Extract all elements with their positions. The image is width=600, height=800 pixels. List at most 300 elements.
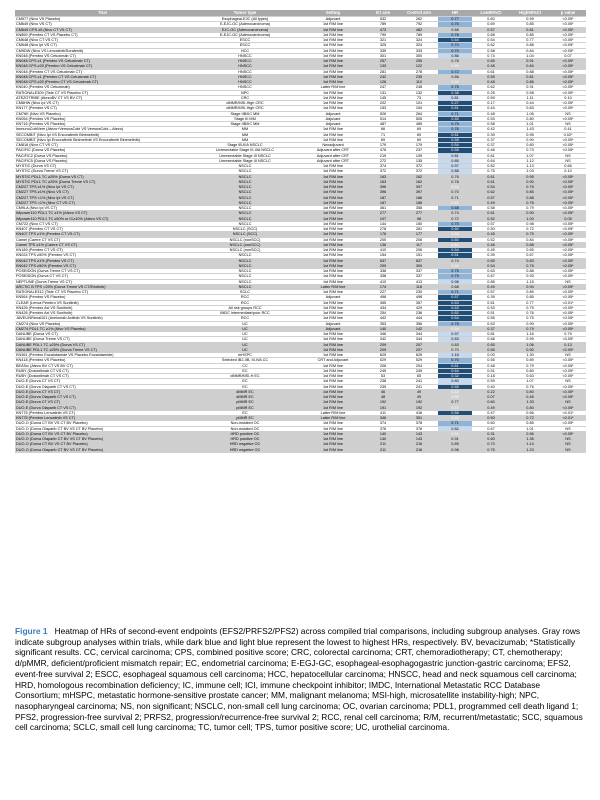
cell-tumor-type: RCC xyxy=(190,295,300,300)
cell-low95ci: 0.67 xyxy=(472,274,510,279)
cell-tumor-type: HRD positive OC xyxy=(190,437,300,442)
cell-ici-arm: 277 xyxy=(366,211,400,216)
cell-hr: 0.75 xyxy=(438,321,472,326)
cell-hr: 0.64 xyxy=(438,64,472,69)
cell-trial: DUO-E (Durva Olaparib CT VS CT) xyxy=(15,395,190,400)
cell-ici-arm: 140 xyxy=(366,326,400,331)
cell-tumor-type: HNSCC xyxy=(190,74,300,79)
cell-trial: POSEIDON (Durva CT VS CT) xyxy=(15,274,190,279)
cell-high95ci: 0.65 xyxy=(510,248,550,253)
cell-ici-arm: 238 xyxy=(366,379,400,384)
cell-ici-arm: 154 xyxy=(366,253,400,258)
cell-trial: KN716 (Pembro VS Placebo) xyxy=(15,122,190,127)
cell-hr: 0.76 xyxy=(438,174,472,179)
cell-high95ci: 0.88 xyxy=(510,242,550,247)
cell-ici-arm: 163 xyxy=(366,179,400,184)
cell-ici-arm: 353 xyxy=(366,321,400,326)
cell-tumor-type: HCC xyxy=(190,48,300,53)
cell-low95ci: 0.62 xyxy=(472,190,510,195)
cell-control-arm: 324 xyxy=(400,38,438,43)
cell-trial: KN426 (Pembro Axi VS Sunitinib) xyxy=(15,311,190,316)
cell-setting: 1st R/M line xyxy=(300,174,366,179)
cell-setting: 1st R/M line xyxy=(300,106,366,111)
cell-setting: CRT and Adjuvant xyxy=(300,358,366,363)
cell-control-arm: 179 xyxy=(400,143,438,148)
cell-high95ci: 1.04 xyxy=(510,53,550,58)
cell-high95ci: 0.79 xyxy=(510,326,550,331)
cell-ici-arm: 625 xyxy=(366,353,400,358)
cell-ici-arm: 179 xyxy=(366,143,400,148)
cell-p-value: <0.05* xyxy=(550,274,586,279)
cell-hr: 0.68 xyxy=(438,284,472,289)
cell-hr: 0.64 xyxy=(438,242,472,247)
cell-high95ci: 1.16 xyxy=(510,332,550,337)
cell-tumor-type: HNSCC xyxy=(190,80,300,85)
cell-ici-arm: 140 xyxy=(366,437,400,442)
cell-p-value: NS xyxy=(550,158,586,163)
cell-p-value: NS xyxy=(550,400,586,405)
cell-ici-arm: 338 xyxy=(366,269,400,274)
cell-p-value: NS xyxy=(550,437,586,442)
cell-hr: 0.71 xyxy=(438,195,472,200)
cell-setting: Adjuvant xyxy=(300,17,366,22)
cell-setting: 1st R/M line xyxy=(300,258,366,263)
cell-tumor-type: NSCLC xyxy=(190,216,300,221)
cell-setting: 1st R/M line xyxy=(300,190,366,195)
cell-hr: 0.76 xyxy=(438,127,472,132)
cell-control-arm: 281 xyxy=(400,227,438,232)
cell-setting: 1st R/M line xyxy=(300,232,366,237)
cell-control-arm: 397 xyxy=(400,185,438,190)
cell-low95ci: 0.47 xyxy=(472,410,510,415)
cell-tumor-type: NSCLC xyxy=(190,200,300,205)
cell-low95ci: 0.51 xyxy=(472,300,510,305)
cell-p-value: <0.05* xyxy=(550,221,586,226)
cell-ici-arm: 299 xyxy=(366,263,400,268)
cell-setting: 1st R/M line xyxy=(300,337,366,342)
cell-high95ci: 1.03 xyxy=(510,169,550,174)
cell-tumor-type: Selected IB2-IIB, III-IVA CC xyxy=(190,358,300,363)
cell-hr: 0.70 xyxy=(438,190,472,195)
cell-control-arm: 204 xyxy=(400,363,438,368)
cell-ici-arm: 272 xyxy=(366,158,400,163)
cell-setting: Adjuvant xyxy=(300,111,366,116)
cell-low95ci: 0.46 xyxy=(472,148,510,153)
cell-hr: 0.85 xyxy=(438,158,472,163)
cell-high95ci: 0.77 xyxy=(510,300,550,305)
cell-ici-arm: 219 xyxy=(366,153,400,158)
cell-high95ci: 0.91 xyxy=(510,85,550,90)
cell-ici-arm: 242 xyxy=(366,74,400,79)
cell-low95ci: 0.51 xyxy=(472,368,510,373)
cell-ici-arm: 247 xyxy=(366,85,400,90)
cell-setting: 1st R/M line xyxy=(300,206,366,211)
cell-control-arm: 444 xyxy=(400,316,438,321)
cell-high95ci: 0.76 xyxy=(510,200,550,205)
cell-trial: CM648 (Nivo CT VS CT) xyxy=(15,38,190,43)
cell-trial: KN048 CPS ≥20 (Pembro CT VS Cetuximab CT) xyxy=(15,80,190,85)
cell-setting: Adjuvant xyxy=(300,295,366,300)
cell-low95ci: 0.75 xyxy=(472,169,510,174)
cell-low95ci: 0.74 xyxy=(472,53,510,58)
cell-control-arm: 792 xyxy=(400,22,438,27)
cell-tumor-type: NSCLC (nonSCC) xyxy=(190,237,300,242)
cell-p-value: <0.05* xyxy=(550,43,586,48)
cell-low95ci: 0.49 xyxy=(472,405,510,410)
cell-control-arm: 98 xyxy=(400,216,438,221)
cell-trial: DUO-O (Durva CT BV VS CT BV Placebo) xyxy=(15,431,190,436)
cell-trial: CM816 (Nivo CT VS CT) xyxy=(15,143,190,148)
cell-tumor-type: HNSCC xyxy=(190,64,300,69)
cell-setting: 1st R/M line xyxy=(300,374,366,379)
cell-control-arm: 337 xyxy=(400,274,438,279)
cell-control-arm: 358 xyxy=(400,206,438,211)
cell-control-arm: 101 xyxy=(400,101,438,106)
cell-trial: CM274 PDL1 TC ≥1% (Nivo VS Placebo) xyxy=(15,326,190,331)
cell-p-value: <0.05* xyxy=(550,389,586,394)
cell-setting: 1st R/M line xyxy=(300,195,366,200)
cell-tumor-type: IMDC intermediate/poor RCC xyxy=(190,311,300,316)
cell-high95ci: 0.75 xyxy=(510,316,550,321)
cell-hr: 0.60 xyxy=(438,227,472,232)
cell-hr: 0.81 xyxy=(438,153,472,158)
cell-trial: KN048 CPS ≥20 (Pembro VS Cetuximab CT) xyxy=(15,64,190,69)
cell-high95ci: 0.90 xyxy=(510,137,550,142)
cell-tumor-type: NSCLC xyxy=(190,274,300,279)
cell-low95ci: 0.69 xyxy=(472,22,510,27)
cell-control-arm: 69 xyxy=(400,127,438,132)
cell-tumor-type: CC xyxy=(190,363,300,368)
cell-high95ci: 0.89 xyxy=(510,290,550,295)
cell-p-value: 0.05 xyxy=(550,216,586,221)
cell-hr: 0.77 xyxy=(438,17,472,22)
cell-tumor-type: CRC xyxy=(190,95,300,100)
cell-hr: 0.83 xyxy=(438,337,472,342)
cell-high95ci: 0.76 xyxy=(510,384,550,389)
cell-p-value: <0.01* xyxy=(550,416,586,421)
cell-high95ci: 0.85 xyxy=(510,295,550,300)
cell-control-arm: 372 xyxy=(400,164,438,169)
cell-high95ci: 0.73 xyxy=(510,148,550,153)
cell-high95ci: 1.06 xyxy=(510,111,550,116)
cell-tumor-type: NSCLC (SCC) xyxy=(190,232,300,237)
cell-setting: 1st R/M line xyxy=(300,200,366,205)
cell-low95ci: 0.65 xyxy=(472,342,510,347)
cell-low95ci: 0.37 xyxy=(472,137,510,142)
cell-p-value: <0.05* xyxy=(550,85,586,90)
cell-ici-arm: 372 xyxy=(366,169,400,174)
cell-ici-arm: 529 xyxy=(366,358,400,363)
cell-tumor-type: EC xyxy=(190,368,300,373)
cell-low95ci: 0.54 xyxy=(472,185,510,190)
cell-high95ci: 0.72 xyxy=(510,227,550,232)
cell-trial: KN407 (Pembro CT VS CT) xyxy=(15,227,190,232)
cell-high95ci: 0.80 xyxy=(510,405,550,410)
cell-ici-arm: 48 xyxy=(366,395,400,400)
cell-hr: 0.76 xyxy=(438,179,472,184)
cell-tumor-type: dMMR EC xyxy=(190,389,300,394)
cell-trial: CM577 (Nivo VS Placebo) xyxy=(15,17,190,22)
cell-low95ci: 0.37 xyxy=(472,326,510,331)
cell-trial: KN189 (Pembro CT VS CT) xyxy=(15,248,190,253)
cell-setting: 1st R/M line xyxy=(300,164,366,169)
cell-trial: RATIONALE312 (Tisle CT VS Placebo CT) xyxy=(15,290,190,295)
cell-low95ci: 0.54 xyxy=(472,38,510,43)
cell-low95ci: 0.59 xyxy=(472,95,510,100)
cell-p-value: <0.05* xyxy=(550,232,586,237)
cell-tumor-type: Non-mutated OC xyxy=(190,426,300,431)
cell-p-value: 0.10 xyxy=(550,169,586,174)
cell-p-value: <0.05* xyxy=(550,242,586,247)
cell-tumor-type: HRD negative OC xyxy=(190,442,300,447)
cell-hr: 0.32 xyxy=(438,374,472,379)
cell-low95ci: 0.68 xyxy=(472,32,510,37)
cell-tumor-type: Stage IIB/IIC MM xyxy=(190,111,300,116)
cell-hr: 0.83 xyxy=(438,342,472,347)
cell-low95ci: 0.40 xyxy=(472,384,510,389)
cell-ici-arm: 126 xyxy=(366,80,400,85)
hr-heatmap-table xyxy=(15,10,586,453)
cell-p-value: <0.05* xyxy=(550,137,586,142)
cell-setting: 1st R/M line xyxy=(300,64,366,69)
cell-tumor-type: NSCLC xyxy=(190,221,300,226)
cell-setting: 1st R/M line xyxy=(300,227,366,232)
cell-setting: Latter R/M line xyxy=(300,85,366,90)
cell-hr: 0.55 xyxy=(438,384,472,389)
cell-high95ci: 0.95 xyxy=(510,174,550,179)
cell-hr: 0.74 xyxy=(438,258,472,263)
cell-high95ci: 1.01 xyxy=(510,122,550,127)
cell-hr: 0.27 xyxy=(438,101,472,106)
cell-p-value: <0.05* xyxy=(550,148,586,153)
cell-ici-arm: 254 xyxy=(366,311,400,316)
cell-setting: 1st R/M line xyxy=(300,22,366,27)
cell-ici-arm: 342 xyxy=(366,337,400,342)
cell-p-value: NS xyxy=(550,447,586,452)
cell-p-value: <0.05* xyxy=(550,174,586,179)
cell-control-arm: 206 xyxy=(400,248,438,253)
cell-trial: IMpower110 PDL1 TC ≥1% (Atezo VS CT) xyxy=(15,211,190,216)
cell-high95ci: 1.30 xyxy=(510,353,550,358)
cell-low95ci: 0.70 xyxy=(472,442,510,447)
cell-ici-arm: 637 xyxy=(366,258,400,263)
cell-setting: 1st R/M line xyxy=(300,379,366,384)
cell-trial: KN426 (Pembro Axi VS Sunitinib) xyxy=(15,305,190,310)
cell-low95ci: 0.81 xyxy=(472,332,510,337)
cell-ici-arm: 209 xyxy=(366,347,400,352)
cell-trial: KN859 (Pembro CT VS Placebo CT) xyxy=(15,32,190,37)
cell-high95ci: 0.95 xyxy=(510,132,550,137)
cell-high95ci: 1.36 xyxy=(510,437,550,442)
cell-high95ci: 0.94 xyxy=(510,284,550,289)
cell-trial: ImmunoCobiVem (Atezo+VemuraCobi VS VemuraCobi→Atezo) xyxy=(15,127,190,132)
cell-ici-arm: 410 xyxy=(366,248,400,253)
cell-tumor-type: Non-mutated OC xyxy=(190,421,300,426)
cell-low95ci: 0.45 xyxy=(472,248,510,253)
cell-tumor-type: NSCLC xyxy=(190,169,300,174)
cell-p-value: <0.05* xyxy=(550,395,586,400)
cell-trial: CM227 TPS ≥1% (Nivo Ipi VS CT) xyxy=(15,185,190,190)
cell-ici-arm: 209 xyxy=(366,342,400,347)
cell-high95ci: 0.85 xyxy=(510,190,550,195)
cell-low95ci: 0.54 xyxy=(472,263,510,268)
cell-setting: 1st R/M line xyxy=(300,137,366,142)
cell-setting: 1st R/M line xyxy=(300,368,366,373)
cell-trial: DUO-E (Durva Olaparib CT VS CT) xyxy=(15,405,190,410)
cell-p-value: <0.05* xyxy=(550,206,586,211)
cell-control-arm: 162 xyxy=(400,179,438,184)
cell-low95ci: 0.61 xyxy=(472,179,510,184)
cell-setting: 1st R/M line xyxy=(300,311,366,316)
cell-tumor-type: MM xyxy=(190,132,300,137)
cell-ici-arm: 257 xyxy=(366,59,400,64)
cell-p-value: <0.05* xyxy=(550,358,586,363)
cell-ici-arm: 205 xyxy=(366,237,400,242)
cell-p-value: <0.05* xyxy=(550,74,586,79)
cell-p-value: 0.07 xyxy=(550,53,586,58)
cell-trial: KN564 (Pembro VS Placebo) xyxy=(15,295,190,300)
cell-tumor-type: Unresectable Stage III-IIIA NSCLC xyxy=(190,148,300,153)
cell-ici-arm: 442 xyxy=(366,316,400,321)
cell-p-value: <0.05* xyxy=(550,190,586,195)
cell-setting: 1st R/M line xyxy=(300,43,366,48)
cell-tumor-type: NSCLC (SCC) xyxy=(190,227,300,232)
cell-ici-arm: 71 xyxy=(366,132,400,137)
cell-hr: 0.63 xyxy=(438,300,472,305)
cell-trial: KN407 TPS ≥1% (Pembro CT VS CT) xyxy=(15,232,190,237)
cell-hr: 0.75 xyxy=(438,269,472,274)
cell-hr: 0.65 xyxy=(438,116,472,121)
cell-control-arm: 344 xyxy=(400,332,438,337)
cell-control-arm: 142 xyxy=(400,326,438,331)
cell-low95ci: 0.57 xyxy=(472,290,510,295)
cell-hr: 0.54 xyxy=(438,248,472,253)
cell-hr: 0.60 xyxy=(438,416,472,421)
cell-low95ci: 0.53 xyxy=(472,305,510,310)
cell-control-arm: 162 xyxy=(400,174,438,179)
cell-high95ci: 0.79 xyxy=(510,206,550,211)
cell-ici-arm: 53 xyxy=(366,374,400,379)
cell-ici-arm: 338 xyxy=(366,274,400,279)
cell-ici-arm: 514 xyxy=(366,116,400,121)
cell-low95ci: 0.64 xyxy=(472,158,510,163)
cell-trial: RATIONALE309 (Tisle CT VS Placebo CT) xyxy=(15,90,190,95)
cell-high95ci: 1.15 xyxy=(510,279,550,284)
cell-control-arm: 241 xyxy=(400,384,438,389)
cell-hr: 0.64 xyxy=(438,38,472,43)
cell-ici-arm: 532 xyxy=(366,17,400,22)
cell-tumor-type: Stage III MM xyxy=(190,116,300,121)
cell-p-value: <0.05* xyxy=(550,384,586,389)
cell-high95ci: 0.80 xyxy=(510,116,550,121)
cell-low95ci: 0.61 xyxy=(472,174,510,179)
cell-high95ci: 0.79 xyxy=(510,363,550,368)
cell-setting: 1st R/M line xyxy=(300,132,366,137)
cell-setting: 1st R/M line xyxy=(300,405,366,410)
cell-tumor-type: HNSCC xyxy=(190,69,300,74)
cell-hr: 0.59 xyxy=(438,395,472,400)
cell-trial: ATEZOTRIBE (AtezoBV CT VS BV CT) xyxy=(15,95,190,100)
cell-low95ci: 0.62 xyxy=(472,43,510,48)
cell-tumor-type: UC xyxy=(190,321,300,326)
cell-high95ci: 0.88 xyxy=(510,69,550,74)
cell-control-arm: 333 xyxy=(400,48,438,53)
cell-tumor-type: HNSCC xyxy=(190,53,300,58)
cell-ici-arm: 69 xyxy=(366,137,400,142)
cell-hr: 0.64 xyxy=(438,368,472,373)
cell-setting: Adjuvant xyxy=(300,321,366,326)
cell-trial: DANUBE (Durva Treme VS CT) xyxy=(15,337,190,342)
cell-high95ci: 0.66 xyxy=(510,410,550,415)
cell-tumor-type: SCLC xyxy=(190,290,300,295)
cell-high95ci: 1.43 xyxy=(510,127,550,132)
cell-control-arm: 344 xyxy=(400,337,438,342)
cell-low95ci: 0.57 xyxy=(472,221,510,226)
cell-control-arm: 264 xyxy=(400,111,438,116)
cell-tumor-type: dMMR/MSI-H EC xyxy=(190,374,300,379)
cell-ici-arm: 133 xyxy=(366,64,400,69)
cell-control-arm: 177 xyxy=(400,232,438,237)
cell-hr: 0.76 xyxy=(438,59,472,64)
cell-control-arm: 277 xyxy=(400,211,438,216)
cell-setting: 1st R/M line xyxy=(300,185,366,190)
cell-low95ci: 0.60 xyxy=(472,421,510,426)
cell-low95ci: 0.52 xyxy=(472,216,510,221)
cell-trial: MYSTIC PDL1 TC ≥25% (Durva VS CT) xyxy=(15,174,190,179)
cell-setting: 1st R/M line xyxy=(300,248,366,253)
cell-high95ci: 0.84 xyxy=(510,48,550,53)
cell-tumor-type: NSCLC xyxy=(190,284,300,289)
figure-label: Figure 1 xyxy=(15,626,48,636)
cell-trial: KN024 TPS ≥50% (Pembro VS CT) xyxy=(15,253,190,258)
cell-low95ci: 0.85 xyxy=(472,279,510,284)
cell-hr: 0.75 xyxy=(438,221,472,226)
cell-setting: 1st R/M line xyxy=(300,101,366,106)
cell-hr: 0.61 xyxy=(438,363,472,368)
cell-tumor-type: NSCLC xyxy=(190,195,300,200)
cell-ici-arm: 376 xyxy=(366,426,400,431)
cell-trial: KN042 TPS ≥50% (Pembro VS CT) xyxy=(15,263,190,268)
cell-tumor-type: MM xyxy=(190,127,300,132)
cell-ici-arm: 374 xyxy=(366,164,400,169)
cell-setting: 1st R/M line xyxy=(300,363,366,368)
cell-p-value: NS xyxy=(550,279,586,284)
cell-setting: 1st R/M line xyxy=(300,279,366,284)
cell-ici-arm: 473 xyxy=(366,27,400,32)
cell-low95ci: 0.62 xyxy=(472,85,510,90)
cell-trial: MYSTIC (Durva VS CT) xyxy=(15,164,190,169)
cell-control-arm: 216 xyxy=(400,442,438,447)
header-hr: HR xyxy=(438,10,472,17)
cell-control-arm: 186 xyxy=(400,200,438,205)
cell-tumor-type: pMMR EC xyxy=(190,416,300,421)
cell-control-arm: 324 xyxy=(400,43,438,48)
cell-hr: 0.71 xyxy=(438,111,472,116)
cell-p-value: <0.05* xyxy=(550,227,586,232)
cell-tumor-type: ESCC xyxy=(190,38,300,43)
cell-ici-arm: 410 xyxy=(366,279,400,284)
cell-low95ci: 0.18 xyxy=(472,374,510,379)
cell-hr: 0.91 xyxy=(438,437,472,442)
cell-hr: 0.51 xyxy=(438,253,472,258)
cell-hr: 0.97 xyxy=(438,164,472,169)
cell-setting: 1st R/M line xyxy=(300,74,366,79)
hr-heatmap-table-container xyxy=(15,10,586,453)
cell-trial: KN048 (Pembro VS Cetuximab CT) xyxy=(15,53,190,58)
cell-low95ci: 0.48 xyxy=(472,111,510,116)
cell-tumor-type: NSCLC xyxy=(190,185,300,190)
cell-control-arm: 207 xyxy=(400,347,438,352)
